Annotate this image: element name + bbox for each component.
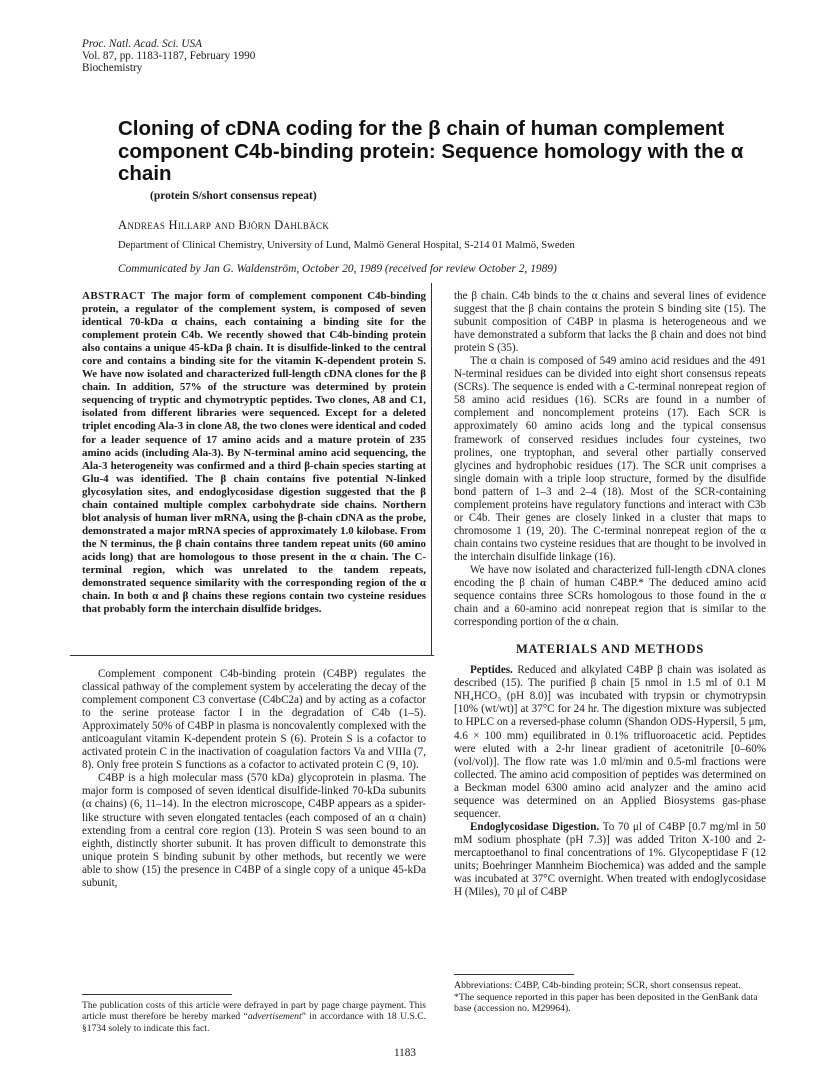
page-number: 1183 — [394, 1047, 416, 1059]
endo-paragraph — [454, 821, 766, 899]
footnote-text-start: The publication costs of this article were defrayed in part by page charge payment. This article must therefore be hereby marked “ — [82, 1000, 426, 1023]
authors: Andreas Hillarp and Björn Dahlbäck — [118, 218, 330, 232]
peptides-paragraph — [454, 664, 766, 821]
genbank-footnote: *The sequence reported in this paper has been deposited in the GenBank data base (accession no. M29964). — [454, 991, 758, 1014]
endo-text: To 70 μl of C4BP [0.7 mg/ml in 50 mM sodium phosphate (pH 7.3)] was added Triton X-100 and 2-mercaptoethanol to final concentrations of 1%. Glycopeptidase F (12 units; Boehringer Mannheim Biochemica) was added and the sample was incubated at 37°C overnight. When treated with endoglycosidase H (Miles), 70 μl of C4BP — [454, 820, 766, 899]
abstract-side-rule — [431, 283, 432, 655]
footnote-text-end: ” in accordance with 18 U.S.C. §1734 solely to indicate this fact. — [82, 1011, 426, 1034]
paper-title: Cloning of cDNA coding for the β chain of human complement component C4b-binding protein: Sequence homology with the α chain — [118, 117, 744, 185]
peptides-text: Reduced and alkylated C4BP β chain was isolated as described (15). The purified β chain [5 nmol in 1.5 ml of 0.1 M NH₄HCO₃ (pH 8.0)] was incubated with trypsin or chymotrypsin [10% (wt/wt)] at 37°C for 24 hr. The digestion mixture was subjected to HPLC on a reversed-phase column (Shandon ODS-Hypersil, 5 μm, 4.6 × 100 mm) equilibrated in 0.1% trifluoroacetic acid. Peptides were eluted with a 2-hr linear gradient of acetonitrile [0–60% (vol/vol)]. The flow rate was 1.0 ml/min and 0.5-ml fractions were collected. The amino acid composition of peptides was determined on a Beckman model 6300 amino acid analyzer and the amino acid sequence was determined on an Applied Biosystems gas-phase sequencer. — [454, 664, 766, 820]
footnote-advertisement: advertisement — [247, 1011, 302, 1023]
abstract-text: The major form of complement component C4b-binding protein, a regulator of the complement system, is composed of seven identical 70-kDa α chains, each containing a binding site for the complement protein C4b. We recently showed that C4b-binding protein also contains a unique 45-kDa β chain. It is disulfide-linked to the central core and contains a binding site for the vitamin K-dependent protein S. We have now isolated and characterized full-length cDNA clones for the β chain. In addition, 57% of the structure was determined by protein sequencing of tryptic and chymotryptic peptides. Two clones, A8 and C1, isolated from different libraries were sequenced. Except for a deleted triplet encoding Ala-3 in clone A8, the two clones were identical and coded for a leader sequence of 17 amino acids and a mature protein of 235 amino acids (including Ala-3). By N-terminal amino acid sequencing, the Ala-3 heterogeneity was confirmed and a third β-chain species starting at Glu-4 was identified. The β chain contains five potential N-linked glycosylation sites, and endoglycosidase digestion suggested that the β chain contained multiple complex carbohydrate side chains. Northern blot analysis of human liver mRNA, using the β-chain cDNA as the probe, demonstrated a major mRNA species of approximately 1.0 kilobase. From the N terminus, the β chain contains three tandem repeat units (60 amino acids long) that are homologous to those present in the α chain. The C-terminal region, which was unrelated to the tandem repeats, demonstrated sequence similarity with the corresponding region of the α chain. In both α and β chains these regions contain two cysteine residues that probably form the interchain disulfide bridges. — [82, 290, 426, 616]
communicated-line: Communicated by Jan G. Waldenström, October 20, 1989 (received for review October 2, 1989) — [118, 263, 557, 275]
intro-paragraph-5: We have now isolated and characterized full-length cDNA clones encoding the β chain of human C4BP.* The deduced amino acid sequence contains three SCRs homologous to those found in the α chain and a 60-amino acid nonrepeat region that is similar to the corresponding portion of the α chain. — [454, 563, 766, 629]
intro-paragraph-4: The α chain is composed of 549 amino acid residues and the 491 N-terminal residues can be divided into eight short consensus repeats (SCRs). The sequence is ended with a C-terminal nonrepeat region of 58 amino acid residues (16). SCRs are found in a number of complement and noncomplement proteins (17). Each SCR is approximately 60 amino acids long and the typical consensus framework of conserved residues includes four cysteines, two prolines, one tryptophan, and several other partially conserved glycines and hydrophobic residues (17). The SCR unit comprises a single domain with a triple loop structure, formed by the disulfide bond pattern of 1–3 and 2–4 (18). Most of the SCR-containing complement proteins have regulatory functions and interact with C3b or C4b. Their genes are closely linked in a cluster that maps to chromosome 1 (19, 20). The C-terminal nonrepeat region of the α chain contains two cysteine residues that are thought to be involved in the interchain disulfide linkage (16). — [454, 355, 766, 563]
right-column — [454, 290, 766, 899]
intro-paragraph-1: Complement component C4b-binding protein (C4BP) regulates the classical pathway of the complement system by accelerating the decay of the complement component C3 convertase (C4bC2a) and by acting as a cofactor to the serine protease factor I in the degradation of C4b (1–5). Approximately 50% of C4BP in plasma is noncovalently complexed with the anticoagulant vitamin K-dependent protein S (6). Protein S is a cofactor to activated protein C in the inactivation of coagulation factors Va and VIIIa (7, 8). Only free protein S functions as a cofactor to activated protein C (9, 10). — [82, 668, 426, 772]
abstract — [82, 290, 426, 616]
keywords: (protein S/short consensus repeat) — [150, 190, 317, 202]
footnote-rule-right — [454, 974, 574, 975]
intro-paragraph-3: the β chain. C4b binds to the α chains and several lines of evidence suggest that the β chain contains the protein S binding site (15). The subunit composition of C4BP in plasma is heterogeneous and we have demonstrated a subform that lacks the β chain and does not bind protein S (35). — [454, 290, 766, 355]
abstract-bottom-rule — [70, 655, 434, 656]
methods-heading: MATERIALS AND METHODS — [515, 642, 705, 657]
affiliation: Department of Clinical Chemistry, University of Lund, Malmö General Hospital, S-214 01 Malmö, Sweden — [118, 240, 575, 251]
footnote-rule-left — [82, 994, 232, 995]
journal-volume: Vol. 87, pp. 1183-1187, February 1990 — [82, 50, 256, 63]
publication-cost-footnote — [82, 1000, 426, 1034]
right-footnotes — [454, 980, 766, 1015]
peptides-label: Peptides. — [470, 664, 513, 677]
journal-section: Biochemistry — [82, 62, 143, 75]
abbreviations-footnote: Abbreviations: C4BP, C4b-binding protein; SCR, short consensus repeat. — [454, 980, 741, 991]
journal-header — [82, 38, 255, 75]
abstract-label: ABSTRACT — [82, 290, 146, 302]
endo-label: Endoglycosidase Digestion. — [470, 820, 600, 833]
intro-paragraph-2: C4BP is a high molecular mass (570 kDa) glycoprotein in plasma. The major form is composed of seven identical disulfide-linked 70-kDa subunits (α chains) (6, 11–14). In the electron microscope, C4BP appears as a spider-like structure with seven elongated tentacles (each composed of an α chain) extending from a central core region (13). Protein S was seen bound to an eighth, distinctly shorter subunit. It has proven difficult to demonstrate this unique protein S binding subunit by other methods, but recently we were able to show (15) the presence in C4BP of a single copy of a unique 45-kDa subunit, — [82, 772, 426, 889]
intro-left-column — [82, 668, 426, 890]
journal-name: Proc. Natl. Acad. Sci. USA — [82, 38, 202, 50]
